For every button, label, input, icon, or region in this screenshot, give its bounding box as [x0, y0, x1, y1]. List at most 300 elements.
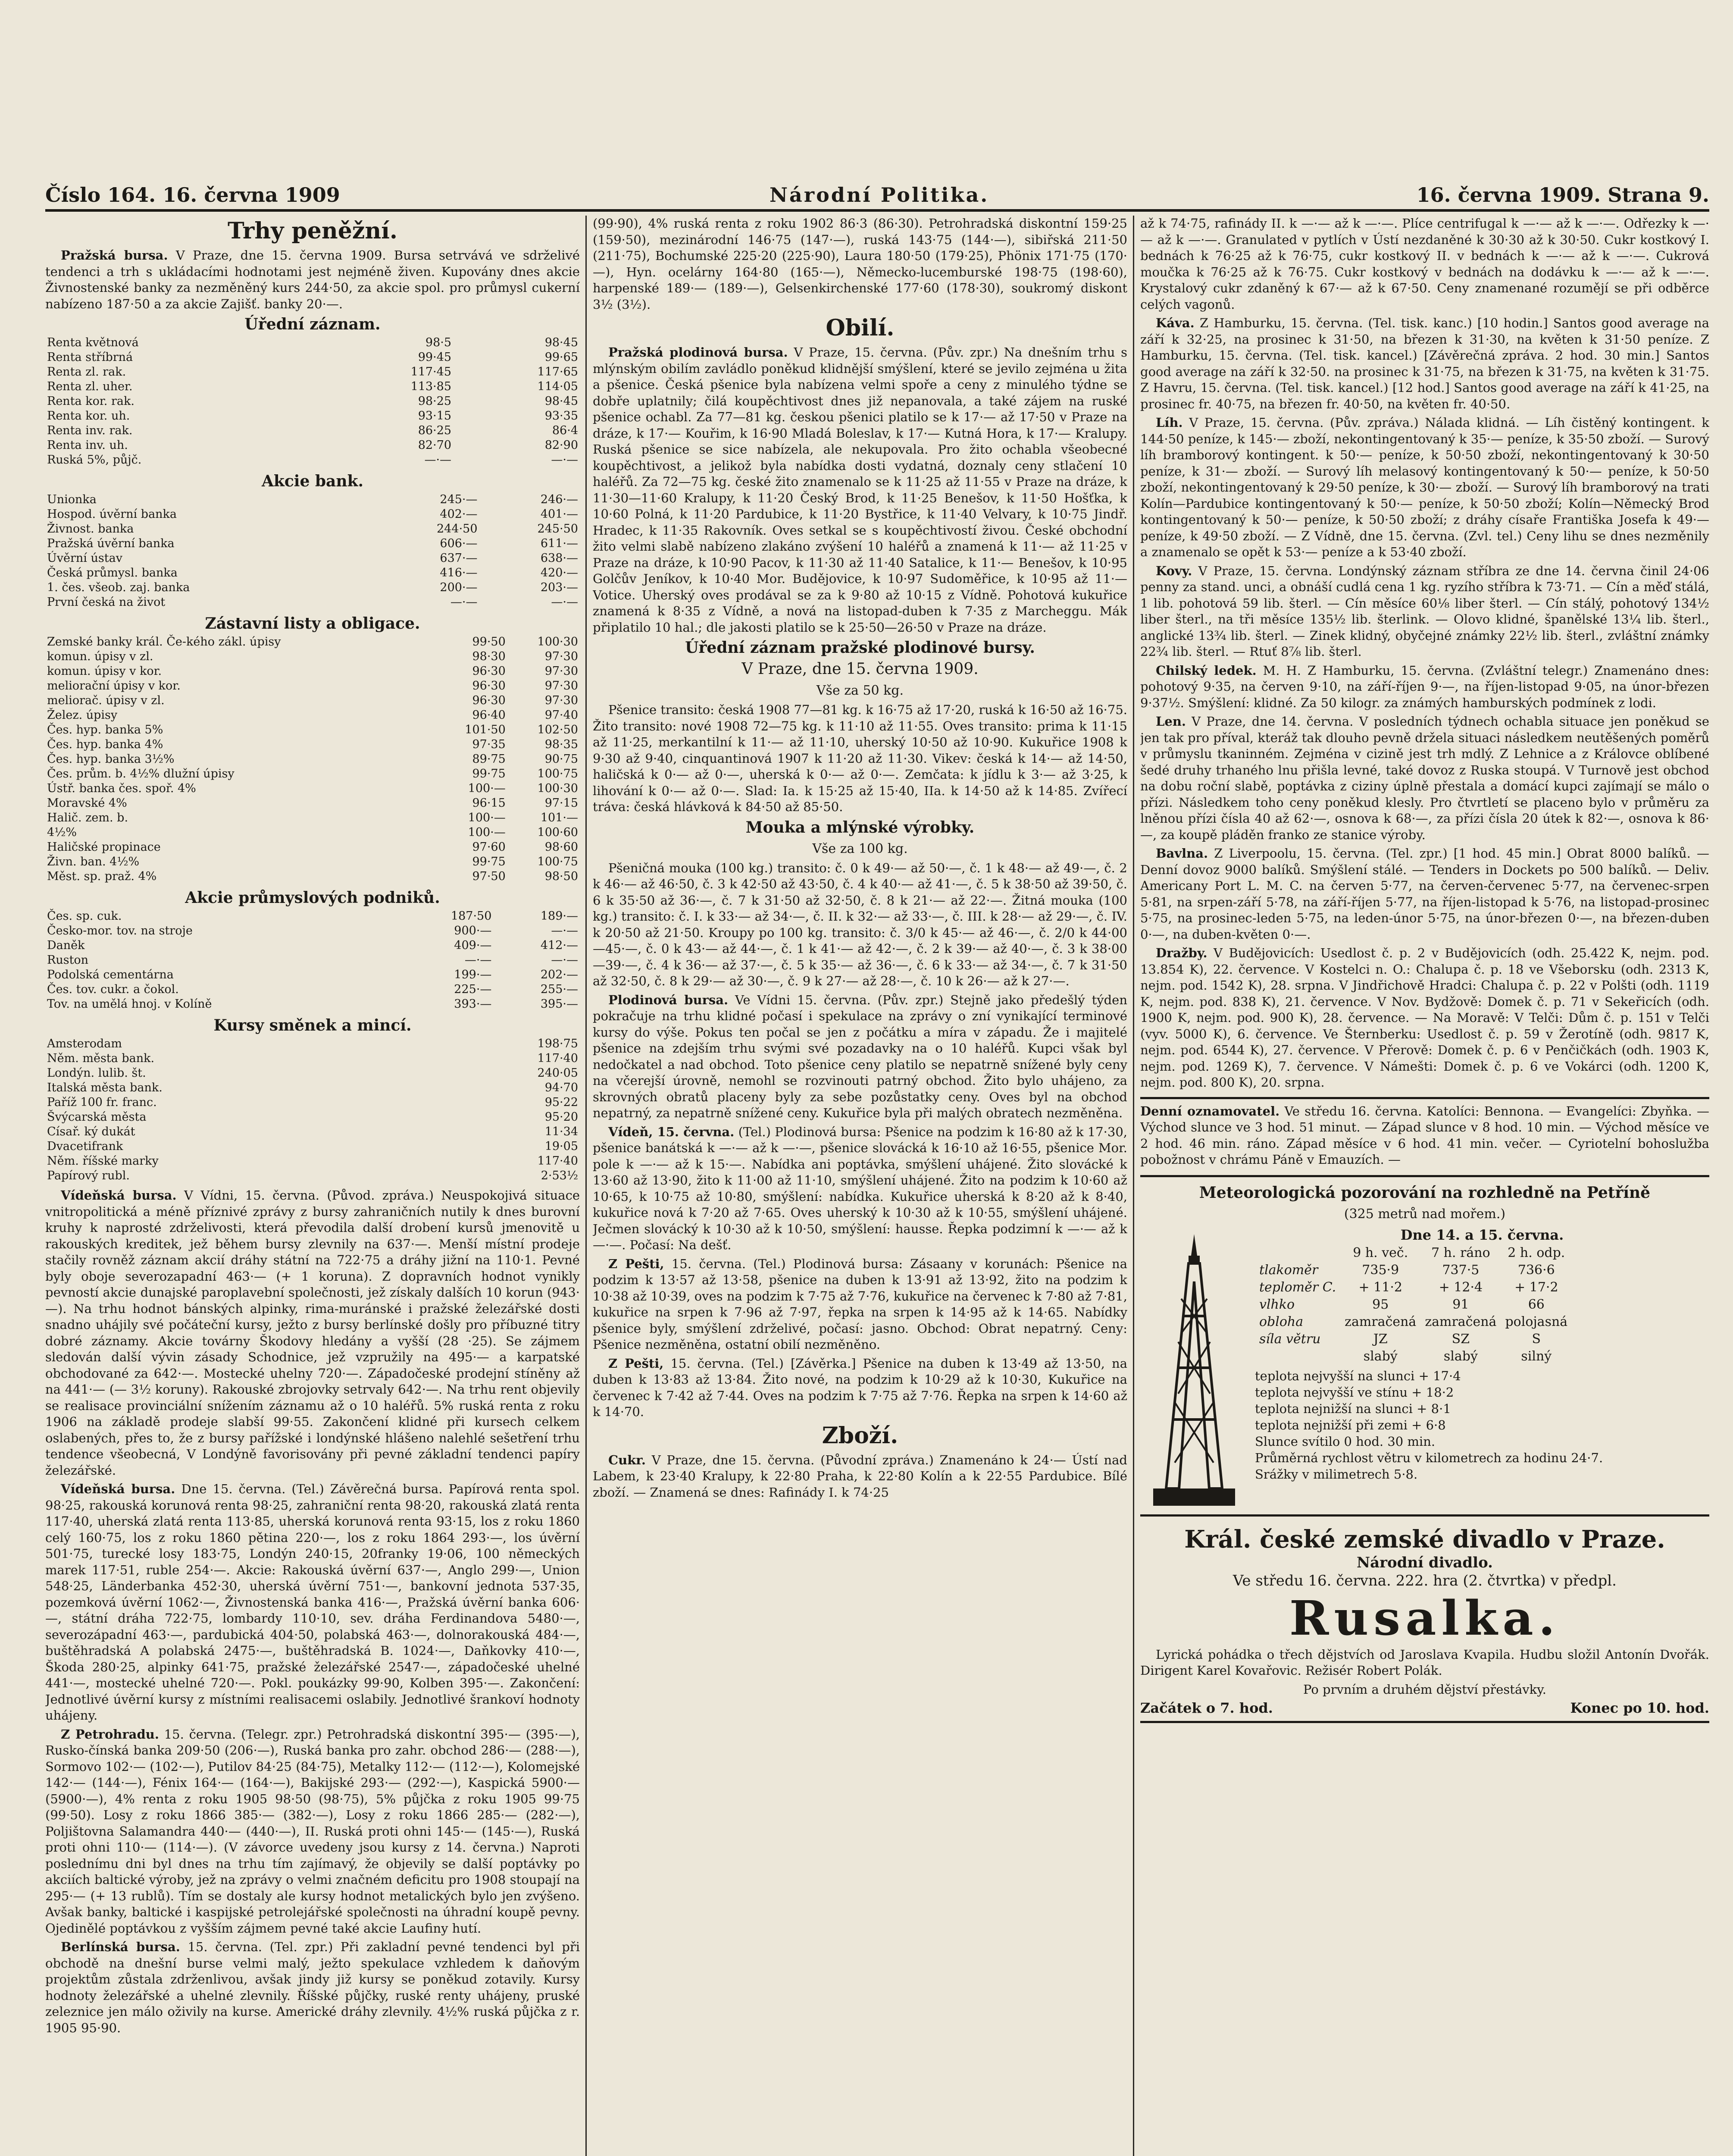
row-label: Čes. hyp. banka 3½%: [47, 752, 175, 766]
row-value: 97·60: [472, 840, 506, 854]
paragraph: Len. V Praze, dne 14. června. V posledních týdnech ochabla situace jen poněkud se jen tak pro příval, kteráž tak dlouho pevně držela situaci následkem neutěšených poměrů v průmyslu tkaninném. Zejména v cizině jest trh mdlý. Z Lehnice a z Královce oblíbené šedé druhy trhaného lnu přišla levné, také dovoz z Ruska stoupá. V Turnově jest obchod na dobu roční slabě, poptávka z ciziny úplně přestala a domácí kupci zajímají se málo o přízi. Následkem toho ceny poněkud klesly. Pro čtvrtletí se placeno bylo v průměru za lněnou přízi čísla 40 až 62·—, osnova k 68·—, za přízi čísla 20 útek k 82·—, osnova k 86·—, za koupě pláděn franko ze stanice výroby.: [1140, 714, 1709, 842]
row-value: 98·45: [544, 395, 578, 408]
row-label: Dvacetifrank: [47, 1140, 123, 1153]
bank-share-row: [45, 580, 580, 595]
meteo-date: Dne 14. a 15. června.: [1400, 1226, 1564, 1243]
paragraph: Pražská plodinová bursa. V Praze, 15. června. (Pův. zpr.) Na dnešním trhu s mlýnským obilím zavládlo poněkud klidnější smýšlení, které se jevilo zejména u žita a pšenice. Česká pšenice byla nabízena velmi spoře a ceny z minulého týdne se dobře uplatnily; čilá koupěchtivost dnes již nepanovala, a také zájem na ruské pšenice ochabl. Za 77—81 kg. českou pšenici platilo se k 17·— až 17·50 v Praze na dráze, k 17·— Kouřim, k 16·90 Mladá Boleslav, k 17·— Kutná Hora, k 17·— Kralupy. Ruská pšenice se sice nabízela, ale nekupovala. Pro žito ochabla všeobecné koupěchtivost, a jelikož byla nabídka dosti vydatná, doznaly ceny stlačení 10 haléřů. Za 72—75 kg. české žito znamenalo se k 11·25 až 11·55 v Praze na dráze, k 11·30—11·60 Kralupy, k 11·20 Český Brod, k 11·25 Benešov, k 11·50 Hošťka, k 10·60 Polná, k 11·20 Pardubice, k 11·20 Bystřice, k 11·40 Velvary, k 10·75 Jindř. Hradec, k 11·35 Rakovník. Oves setkal se s koupěchtivostí živou. České obchodní žito velmi slabě nabízeno zlakáno zvýšení 10 haléřů a znamená k 11·— až 11·25 v Praze na dráze, k 10·90 Pacov, k 11·30 až 11·40 Satalice, k 11·— Benešov, k 10·95 Golčův Jeníkov, k 10·40 Mor. Budějovice, k 10·97 Sudoměřice, k 10·95 až 11·— Votice. Uherský oves prodával se za k 9·80 až 10·15 z Vídně. Pohotová kukuřice znamená k 8·35 z Vídně, a nová na listopad-duben k 7·35 z Marcheggu. Mák připlatilo 10 hal.; dle jakosti platilo se k 25·50—26·50 v Praze na dráze.: [593, 345, 1127, 635]
issue-number: Číslo 164. 16. června 1909: [45, 183, 340, 207]
meteo-label: vlhko: [1259, 1297, 1295, 1312]
row-value: 102·50: [537, 723, 578, 736]
row-value: 98·5: [425, 336, 452, 349]
row-value: 240·05: [537, 1066, 578, 1080]
lien-row: [45, 693, 580, 708]
row-value: 89·75: [472, 752, 506, 766]
row-value: 96·15: [472, 796, 506, 810]
row-value: 100·—: [468, 782, 506, 795]
meteo-col-header: 2 h. odp.: [1508, 1245, 1565, 1260]
row-value: 97·30: [544, 679, 578, 693]
row-value: 200·—: [440, 581, 478, 594]
row-value: 2·53½: [541, 1169, 578, 1182]
paragraph: Pšeničná mouka (100 kg.) transito: č. 0 k 49·— až 50·—, č. 1 k 48·— až 49·—, č. 2 k 46·— až 46·50, č. 3 k 42·50 až 43·50, č. 4 k 40·— až 41·—, č. 5 k 38·50 až 39·50, č. 6 k 35·50 až 36·—, č. 7 k 31·50 až 32·50, č. 8 k 21·— až 22·—. Žitná mouka (100 kg.) transito: č. I. k 33·— až 34·—, č. II. k 32·— až 33·—, č. III. k 28·— až 29·—, č. IV. k 20·50 až 21·50. Kroupy po 100 kg. transito: č. 3/0 k 45·— až 46·—, č. 2/0 k 44·00—45·—, č. 0 k 43·— až 44·—, č. 1 k 41·— až 42·—, č. 2 k 39·— až 40·—, č. 3 k 38·00—39·—, č. 4 k 36·— až 37·—, č. 5 k 35·— až 36·—, č. 6 k 33·— až 34·—, č. 7 k 31·50 až 32·50, č. 8 k 29·— až 30·—, č. 9 k 27·— až 28·—, č. 10 k 26·— až k 27·—.: [593, 860, 1127, 988]
theatre-subtitle: Národní divadlo.: [1356, 1554, 1493, 1571]
row-value: 637·—: [440, 552, 478, 565]
paragraph: Líh. V Praze, 15. června. (Pův. zpráva.) Nálada klidná. — Líh čistěný kontingent. k 144·50 peníze, k 145·— zboží, nekontingentovaný k 35·— peníze, k 35·50 zboží. — Surový líh bramborový kontingent. k 50·— peníze, k 50·50 zboží, nekontingentovaný k 30·50 peníze, k 31·— zboží. — Surový líh melasový kontingentovaný k 50·— peníze, k 50·50 zboží, nekontingentovaný k 29·50 peníze, k 30·— zboží. — Surový líh bramborový na trati Kolín—Pardubice kontingentovaný k 50·— peníze, k 50·50 zboží; Kolín—Německý Brod kontingentovaný k 50·— peníze, k 50·50 zboží; z dráhy císaře Františka Josefa k 49·— peníze, k 49·50 zboží. — Z Vídně, dne 15. června. (Zvl. tel.) Ceny lihu se dnes nezměnily a znamenalo se opět k 53·— peníze a k 53·40 zboží.: [1140, 415, 1709, 559]
row-label: Čes. tov. cukr. a čokol.: [47, 983, 179, 996]
row-value: 416·—: [440, 566, 478, 580]
start-time: Začátek o 7. hod.: [1140, 1700, 1273, 1716]
row-value: 246·—: [540, 493, 578, 506]
meteo-label: obloha: [1259, 1314, 1304, 1329]
row-value: 187·50: [450, 909, 492, 923]
meteo-value: 91: [1452, 1297, 1469, 1312]
meteo-value: zamračená: [1425, 1314, 1497, 1329]
theatre-times: [1140, 1700, 1709, 1717]
opera-title: Rusalka.: [1289, 1590, 1561, 1646]
row-value: —·—: [551, 595, 578, 609]
row-label: Ústř. banka čes. spoř. 4%: [47, 782, 196, 795]
section-heading: Obilí.: [826, 315, 895, 341]
row-value: 198·75: [537, 1037, 578, 1050]
row-value: 100·75: [537, 855, 578, 868]
meteo-value: + 12·4: [1439, 1279, 1483, 1295]
meteo-value: 737·5: [1442, 1262, 1480, 1278]
row-label: meliorač. úpisy v zl.: [47, 694, 165, 707]
row-label: Paříž 100 fr. franc.: [47, 1096, 157, 1109]
row-value: 100·—: [468, 811, 506, 824]
row-label: Renta zl. uher.: [47, 380, 133, 393]
row-label: Čes. prům. b. 4½% dlužní úpisy: [47, 767, 235, 780]
row-label: Halič. zem. b.: [47, 811, 128, 824]
row-value: 100·60: [537, 826, 578, 839]
paragraph: Berlínská bursa. 15. června. (Tel. zpr.) Při zakladní pevné tendenci byl při obchodě na dnešní burse velmi malý, ježto spekulace vzhledem k daňovým projektům zůstala zdrženlivou, avšak jindy již kursy se poněkud zotavily. Kursy hodnoty železářské a uhelné zlevnily. Říšské půjčky, ruské renty uhájeny, pruské zeleznice jen málo oživily na kurse. Americké dráhy zlevnily. 4½% ruská půjčka z r. 1905 95·90.: [45, 1940, 580, 2035]
row-label: Italská města bank.: [47, 1081, 163, 1094]
row-label: Čes. sp. cuk.: [47, 909, 122, 923]
industrial-row: [45, 997, 580, 1012]
paragraph: Pšenice transito: česká 1908 77—81 kg. k 16·75 až 17·20, ruská k 16·50 až 16·75. Žito transito: nové 1908 72—75 kg. k 11·10 až 11·55. Oves transito: prima k 11·15 až 11·25, merkantilní k 11·— až 11·10, uherský 10·50 až 10·90. Kukuřice 1908 k 9·30 až 9·40, cinquantinová 1907 k 11·20 až 11·30. Vikev: česká k 14·— až 14·50, haličská k 0·— až 0·—, uherská k 0·— až 0·—. Zemčata: k jídlu k 3·— až 3·25, k lihování k 0·— až 0·—. Slad: Ia. k 15·25 až 15·40, IIa. k 14·50 až k 14·85. Zvířecí tráva: česká hlávková k 84·50 až 85·50.: [593, 702, 1127, 814]
row-label: Daněk: [47, 939, 85, 952]
row-label: Renta květnová: [47, 336, 139, 349]
row-label: Ruská 5%, půjč.: [47, 453, 142, 467]
row-label: Zemské banky král. Če-kého zákl. úpisy: [47, 635, 281, 649]
industrial-row: [45, 982, 580, 997]
section-heading: Zboží.: [822, 1422, 898, 1449]
theatre-title: Král. české zemské divadlo v Praze.: [1184, 1525, 1665, 1554]
row-value: 225·—: [454, 983, 492, 996]
bond-quote-row: [45, 453, 580, 467]
bond-quote-row: [45, 423, 580, 438]
row-label: Podolská cementárna: [47, 968, 174, 981]
bank-share-row: [45, 522, 580, 536]
end-time: Konec po 10. hod.: [1570, 1700, 1709, 1716]
row-label: Haličské propinace: [47, 840, 161, 854]
paragraph: Káva. Z Hamburku, 15. června. (Tel. tisk. kanc.) [10 hodin.] Santos good average na září k 32·25, na prosinec k 31·50, na březen k 31·30, na květen k 31·50 peníze. Z Hamburku, 15. června. (Tel. tisk. kancel.) [Závěrečná zpráva. 2 hod. 30 min.] Santos good average na září k 32·50. na prosinec k 31·75, na březen k 31·75, na květen k 31·75. Z Havru, 15. června. (Tel. tisk. kancel.) [12 hod.] Santos good average na září k 41·25, na prosinec fr. 40·75, na březen fr. 40·50, na květen fr. 40·50.: [1140, 316, 1709, 411]
paragraph: až k 74·75, rafinády II. k —·— až k —·—. Plíce centrifugal k —·— až k —·—. Odřezky k —·— až k —·—. Granulated v pytlích v Ústí nezdaněné k 30·30 až k 30·50. Cukr kostkový I. bednách k 76·25 až k 76·75, cukr kostkový II. v bednách k —·— až k —·—. Cukrová moučka k 76·25 až k 76·75. Cukr kostkový v bednách na dodávku k —·— až k —·—. Krystalový cukr zdaněný k 67·— až k 67·50. Ceny znamenané rozumějí se při odběrce celých vagonů.: [1140, 216, 1709, 312]
meteo-value: S: [1532, 1331, 1541, 1347]
row-label: Čes. hyp. banka 5%: [47, 723, 163, 736]
paragraph: Vídeň, 15. června. (Tel.) Plodinová bursa: Pšenice na podzim k 16·80 až k 17·30, pšenice banátská k —·— až k —·—, pšenice slovácká k 16·10 až 16·55, pšenice Mor. pole k —·— až k 15·—. Nabídka ani poptávka, smýšlení uhájené. Žito slovácké k 13·60 až 13·90, žito k 11·00 až 11·10, smýšlení uhájené. Žito na podzim k 10·60 až 10·65, k 10·75 až 10·80, smýšlení: nabídka. Kukuřice uherská k 8·20 až k 8·40, kukuřice nová k 7·20 až 7·65. Oves uherský k 10·30 až k 10·55, smýšlení uhájené. Ječmen slovácký k 10·30 až k 10·50, smýšlení: hausse. Řepka podzimní k —·— až k —·—. Počasí: Na dešť.: [593, 1124, 1127, 1252]
meteo-note: teplota nejnižší při zemi + 6·8: [1255, 1417, 1446, 1432]
lien-row: [45, 811, 580, 825]
exchange-row: [45, 1154, 580, 1169]
row-label: Londýn. lulib. št.: [47, 1066, 146, 1080]
row-value: 98·35: [544, 738, 578, 751]
meteo-value: JZ: [1373, 1331, 1388, 1347]
meteo-label: tlakoměr: [1259, 1262, 1318, 1278]
row-label: Čes. hyp. banka 4%: [47, 738, 163, 751]
column-divider: [1133, 216, 1134, 2156]
bank-share-row: [45, 507, 580, 522]
row-value: 638·—: [540, 552, 578, 565]
paragraph: (99·90), 4% ruská renta z roku 1902 86·3 (86·30). Petrohradská diskontní 159·25 (159·50), mezinárodní 146·75 (147·—), ruská 143·75 (144·—), sibiřská 211·50 (211·75), Bochumské 225·20 (225·90), Laura 180·50 (179·25), Phönix 171·75 (170·—), Hyn. ocelárny 164·80 (165·—), Německo-lucemburské 198·75 (198·60), harpenské 189·— (189·—), Gelsenkirchenské 177·60 (178·30), soukromý diskont 3½ (3½).: [593, 216, 1127, 312]
theatre-date: Ve středu 16. června. 222. hra (2. čtvrtka) v předpl.: [1233, 1572, 1617, 1589]
row-value: 93·15: [418, 409, 452, 423]
meteo-label: síla větru: [1259, 1331, 1321, 1347]
bond-quote-row: [45, 350, 580, 365]
row-value: 97·35: [472, 738, 506, 751]
row-value: 202·—: [540, 968, 578, 981]
paragraph: Denní oznamovatel. Ve středu 16. června. Katolíci: Bennona. — Evangelíci: Zbyňka. — Východ slunce ve 3 hod. 51 minut. — Západ slunce v 8 hod. 10 min. — Východ měsíce ve 2 hod. 46 min. ráno. Západ měsíce v 6 hod. 41 min. večer. — Cyriotelní bohoslužba pobožnost v chrámu Páně v Emauzích. —: [1140, 1103, 1709, 1167]
row-label: Česko-mor. tov. na stroje: [47, 924, 193, 937]
row-value: 114·05: [537, 380, 578, 393]
row-value: 86·4: [552, 424, 578, 437]
row-label: meliorační úpisy v kor.: [47, 679, 181, 693]
meteo-value: slabý: [1363, 1348, 1398, 1364]
subsection-unit: Vše za 100 kg.: [812, 841, 908, 856]
meteo-value: + 11·2: [1358, 1279, 1402, 1295]
row-label: Pražská úvěrní banka: [47, 537, 175, 550]
meteo-row: [1255, 1296, 1572, 1313]
row-value: 82·70: [418, 439, 452, 452]
row-value: 100·—: [468, 826, 506, 839]
row-value: —·—: [551, 953, 578, 967]
row-value: 94·70: [544, 1081, 578, 1094]
lien-row: [45, 869, 580, 884]
meteo-col-header: 7 h. ráno: [1431, 1245, 1490, 1260]
meteo-value: 736·6: [1517, 1262, 1555, 1278]
row-value: 402·—: [440, 508, 478, 521]
row-value: 245·—: [440, 493, 478, 506]
row-value: 100·30: [537, 635, 578, 649]
industrial-row: [45, 953, 580, 968]
bond-quote-row: [45, 438, 580, 453]
paragraph: Pražská bursa. V Praze, dne 15. června 1909. Bursa setrvává ve sdrželivé tendenci a trh s ukládacími hodnotami jest nejméně živen. Kupovány dnes akcie Živnostenské banky za nezměněný kurs 244·50, za akcie spol. pro průmysl cukerní nabízeno 187·50 a za akcie Zajišť. banky 20·—.: [45, 248, 580, 311]
paragraph: Plodinová bursa. Ve Vídni 15. června. (Pův. zpr.) Stejně jako předešlý týden pokračuje na trhu klidné počasí i spekulace na zprávy o zní vynikající terminové kursy do výše. Pokus ten počal se jen z počátku a míra v západu. Že i majitelé pšenice na zdejším trhu svými své pozadavky na o 10 haléřů. Kupci však byl nedočkatel a nad obchod. Toto pšenice ceny platilo se nepatrně snížené byly ceny na včerejší úrovně, nemohl se rozvinouti patrný obchod. Žito bylo uhájeno, za skrovných obratů placeny byly za sebe pozůstatky ceny. Oves byl na obchod nepatrný, za nepatrně snížené ceny. Kukuřice byla při malých obratech nezměněna.: [593, 992, 1127, 1120]
row-value: 401·—: [540, 508, 578, 521]
lien-row: [45, 796, 580, 811]
row-value: 99·50: [472, 635, 506, 649]
meteo-value: polojasná: [1505, 1314, 1568, 1329]
row-value: 97·30: [544, 650, 578, 663]
meteo-note: teplota nejnižší na slunci + 8·1: [1255, 1401, 1451, 1416]
paragraph: Z Pešti, 15. června. (Tel.) Plodinová bursa: Zásaany v korunách: Pšenice na podzim k 13·57 až 13·58, pšenice na duben k 13·91 až 13·92, žito na podzim k 10·38 až 10·39, oves na podzim k 7·75 až 7·76, kukuřice na červenec k 7·80 až 7·81, kukuřice na srpen k 7·96 až 7·97, řepka na srpen k 14·95 až k 14·65. Nabídky pšenice byly, smýšlení zdrželivé, počasí: jasno. Obchod: Obrat nepatrný. Ceny: Pšenice nezměněna, ostatní obilí nezměněno.: [593, 1256, 1127, 1352]
row-label: První česká na život: [47, 595, 166, 609]
row-value: 117·40: [537, 1154, 578, 1168]
meteo-table: [1255, 1244, 1572, 1365]
lien-row: [45, 737, 580, 752]
row-value: 189·—: [540, 909, 578, 923]
row-label: Úvěrní ústav: [47, 552, 122, 565]
meteo-value: slabý: [1443, 1348, 1478, 1364]
row-value: 96·30: [472, 694, 506, 707]
exchange-row: [45, 1110, 580, 1125]
subsection-heading: Úřední záznam pražské plodinové bursy.: [685, 639, 1035, 657]
meteo-value: silný: [1521, 1348, 1552, 1364]
exchange-row: [45, 1037, 580, 1051]
meteo-value: zamračená: [1345, 1314, 1417, 1329]
paragraph: Vídeňská bursa. V Vídni, 15. června. (Původ. zpráva.) Neuspokojivá situace vnitropolitická a méně příznivé zprávy z bursy zahraničních nutily k dnes burovní kruhy k naprosté zdrželivosti, která převodila další drobení kursů jmenovitě u rakouských kreditek, jež během bursy zlevnily na 637·—. Menší místní prodeje stačily rovněž záznam akcií dráhy státní na 722·75 a dráhy jižní na 110·1. Pevné byly oboje severozapadní 463·— (+ 1 koruna). Z dopravních hodnot vynikly pevností akcie dunajské paroplavební společnosti, jež získaly dalších 10 korun (943·—). Na trhu hodnot bánských alpinky, rima-muránské i pražské železářské dosti snadno uhájily své počáteční kursy, ježto z bursy berlínské došly pro příbuzné titry dobré záznamy. Akcie továrny Škodovy hledány a vyšší (28 ·25). Se zájmem sledován další vývin zásady Schodnice, jež vzpružily na 495·— a karpatské obchodované za 642·—. Mostecké uhelny 720·—. Západočeské prodejní stíněny až na 441·— (— 3½ koruny). Rakouské zbrojovky setrvaly 642·—. Na trhu rent objevily se realisace provinciální snížením záznamu až o 10 haléřů. 5% ruská renta z roku 1906 na základě prodeje slabší 99·55. Zakončení klidné při kursech celkem oslabených, přes to, že z bursy pařížské i londýnské hlášeno nalehlé sešetření trhu tendence všeobecná, V Londýně favorisovány při pevné základní tendenci papíry železářské.: [45, 1188, 580, 1478]
bond-quotes-table: [45, 335, 580, 467]
meteo-altitude: (325 metrů nad mořem.): [1344, 1206, 1506, 1222]
row-value: 117·40: [537, 1052, 578, 1065]
industrial-row: [45, 968, 580, 982]
subsection-heading: Zástavní listy a obligace.: [205, 614, 420, 633]
row-label: Renta kor. uh.: [47, 409, 130, 423]
row-value: 395·—: [540, 997, 578, 1011]
meteo-note: Průměrná rychlost větru v kilometrech za hodinu 24·7.: [1255, 1450, 1603, 1465]
lien-row: [45, 840, 580, 855]
lien-row: [45, 649, 580, 664]
row-label: Renta inv. uh.: [47, 439, 128, 452]
row-label: Živn. ban. 4½%: [47, 855, 140, 868]
row-label: Unionka: [47, 493, 97, 506]
exchange-table: [45, 1037, 580, 1183]
row-value: 611·—: [540, 537, 578, 550]
row-label: Švýcarská města: [47, 1110, 147, 1124]
meteo-row: [1255, 1279, 1572, 1296]
row-value: 101·—: [540, 811, 578, 824]
row-value: 97·40: [544, 708, 578, 722]
row-value: 117·45: [410, 365, 452, 379]
row-label: Živnost. banka: [47, 522, 134, 536]
bank-shares-table: [45, 492, 580, 610]
meteo-note: Slunce svítilo 0 hod. 30 min.: [1255, 1434, 1436, 1449]
row-value: 98·60: [544, 840, 578, 854]
industrial-row: [45, 938, 580, 953]
subsection-heading: Úřední záznam.: [244, 315, 381, 333]
bond-quote-row: [45, 394, 580, 409]
row-value: 117·65: [537, 365, 578, 379]
meteo-note: Srážky v milimetrech 5·8.: [1255, 1467, 1418, 1482]
row-value: 96·40: [472, 708, 506, 722]
row-label: Renta kor. rak.: [47, 395, 135, 408]
meteo-heading: Meteorologická pozorování na rozhledně na Petříně: [1199, 1183, 1651, 1202]
subsection-heading: Akcie průmyslových podniků.: [185, 889, 440, 907]
meteo-value: + 17·2: [1514, 1279, 1558, 1295]
subsection-heading: Kursy směnek a mincí.: [213, 1016, 412, 1034]
industrial-shares-table: [45, 909, 580, 1012]
paragraph: Z Petrohradu. 15. června. (Telegr. zpr.) Petrohradská diskontní 395·— (395·—), Rusko-čínská banka 209·50 (206·—), Ruská banka pro zahr. obchod 286·— (288·—), Sormovo 102·— (102·—), Putilov 84·25 (84·75), Metalky 112·— (112·—), Kolomejské 142·— (144·—), Fénix 164·— (164·—), Bakijské 293·— (292·—), Kaspická 5900·— (5900·—), 4% renta z roku 1905 98·50 (98·75), 5% půjčka z roku 1905 99·75 (99·50). Losy z roku 1866 385·— (382·—), Losy z roku 1866 285·— (282·—), Poljištovna Salamandra 440·— (440·—), II. Ruská proti ohni 145·— (145·—), Ruská proti ohni 110·— (114·—). (V závorce uvedeny jsou kursy z 14. června.) Naproti poslednímu dni byl dnes na trhu tím zajímavý, že objevily se další poptávky po akciích baltické výroby, jež na zprávy o velmi značném deficitu pro 1908 stoupají na 295·— (+ 13 rublů). Tím se dostaly ale kursy hodnot metalických bylo jen zvýšeno. Avšak banky, baltické i kaspijské petrolejářské společnosti na úhradní koupě pevny. Ojedinělé poptávkou z vyšším zájmem pevné také akcie Laufiny hutí.: [45, 1727, 580, 1936]
row-value: 95·20: [544, 1110, 578, 1124]
row-value: 97·30: [544, 664, 578, 678]
paragraph: Bavlna. Z Liverpoolu, 15. června. (Tel. zpr.) [1 hod. 45 min.] Obrat 8000 balíků. — Denní dovoz 9000 balíků. Smýšlení stálé. — Tenders in Dockets po 500 balíků. — Deliv. Americany Port L. M. C. na červen 5·77, na červen-červenec 5·77, na červenec-srpen 5·81, na srpen-září 5·78, na září-říjen 5·77, na říjen-listopad k 5·76, na listopad-prosinec 5·75, na prosinec-leden 5·75, na leden-únor 5·75, na únor-březen 0·—, na březen-duben 0·—, na duben-květen 0·—.: [1140, 846, 1709, 942]
row-value: 98·25: [418, 395, 452, 408]
daily-notices-box: [1140, 1097, 1709, 1177]
meteo-row: [1255, 1262, 1572, 1279]
meteo-row: [1255, 1313, 1572, 1331]
bank-share-row: [45, 536, 580, 551]
exchange-row: [45, 1169, 580, 1183]
bank-share-row: [45, 551, 580, 566]
row-value: 203·—: [540, 581, 578, 594]
row-value: 98·50: [544, 870, 578, 883]
lien-row: [45, 679, 580, 693]
theatre-intermissions: Po prvním a druhém dějství přestávky.: [1303, 1682, 1546, 1697]
bank-share-row: [45, 492, 580, 507]
row-value: 90·75: [544, 752, 578, 766]
row-label: Renta stříbrná: [47, 351, 133, 364]
meteo-col-header: 9 h. več.: [1353, 1245, 1408, 1260]
theatre-description: Lyrická pohádka o třech dějstvích od Jaroslava Kvapila. Hudbu složil Antonín Dvořák. Dirigent Karel Kovařovic. Režisér Robert Polák.: [1140, 1647, 1709, 1678]
row-value: 99·75: [472, 767, 506, 780]
row-label: Moravské 4%: [47, 796, 127, 810]
exchange-row: [45, 1125, 580, 1139]
row-label: Amsterodam: [47, 1037, 122, 1050]
bank-share-row: [45, 566, 580, 580]
lien-row: [45, 708, 580, 723]
row-label: komun. úpisy v kor.: [47, 664, 162, 678]
masthead: [45, 183, 1709, 212]
liens-table: [45, 635, 580, 884]
row-value: 409·—: [454, 939, 492, 952]
row-value: 97·30: [544, 694, 578, 707]
row-value: 93·35: [544, 409, 578, 423]
row-value: 96·30: [472, 679, 506, 693]
row-value: 98·30: [472, 650, 506, 663]
row-value: 98·45: [544, 336, 578, 349]
row-value: 86·25: [418, 424, 452, 437]
bond-quote-row: [45, 335, 580, 350]
petrin-tower-illustration: [1140, 1230, 1248, 1510]
exchange-row: [45, 1066, 580, 1081]
column-grain: [593, 216, 1127, 2156]
paragraph: Cukr. V Praze, dne 15. června. (Původní zpráva.) Znamenáno k 24·— Ústí nad Labem, k 23·40 Kralupy, k 22·80 Praha, k 22·80 Kolín a k 22·55 Pardubice. Bílé zboží. — Znamená se dnes: Rafinády I. k 74·25: [593, 1452, 1127, 1500]
column-money-markets: [45, 216, 580, 2156]
paragraph: Vídeňská bursa. Dne 15. června. (Tel.) Závěrečná bursa. Papírová renta spol. 98·25, rakouská korunová renta 98·25, zahraniční renta 98·20, rakouská zlatá renta 117·40, uherská zlatá renta 113·85, uherská korunová renta 93·15, los z roku 1860 celý 160·75, los z roku 1860 pětina 220·—, los z roku 1864 293·—, los úvěrní 501·75, turecké losy 183·75, Londýn 240·15, 20franky 19·06, 100 německých marek 117·51, ruble 254·—. Akcie: Rakouská úvěrní 637·—, Anglo 299·—, Union 548·25, Länderbanka 452·30, uherská úvěrní 751·—, bankovní jednota 537·35, pozemková úvěrní 1062·—, Živnostenská banka 416·—, Pražská úvěrní banka 606·—, státní dráha 722·75, lombardy 110·10, sev. dráha Ferdinandova 5480·—, severozápadní 463·—, pardubická 404·50, polabská 463·—, dolnorakouská 484·—, buštěhradská A polabská 2475·—, buštěhradská B. 1024·—, Daňkovky 410·—, Škoda 280·25, alpinky 641·75, pražské železářské 2547·—, západočeské uhelné 441·—, mostecké uhelné 720·—. Pokl. poukázky 99·90, Kolben 395·—. Zakončení: Jednotlivé úvěrní kursy z místními realisacemi oslabily. Jednotlivé šrankoví hodnoty uhájeny.: [45, 1482, 580, 1723]
row-value: 97·50: [472, 870, 506, 883]
meteo-note: teplota nejvyšší na slunci + 17·4: [1255, 1368, 1461, 1383]
row-label: Renta inv. rak.: [47, 424, 133, 437]
row-label: 1. čes. všeob. zaj. banka: [47, 581, 190, 594]
row-value: 99·45: [418, 351, 452, 364]
row-value: —·—: [551, 924, 578, 937]
row-label: Hospod. úvěrní banka: [47, 508, 177, 521]
row-value: —·—: [464, 953, 492, 967]
paragraph: Kovy. V Praze, 15. června. Londýnský záznam stříbra ze dne 14. června činil 24·06 penny za stand. unci, a obnáší cudlá cena 1 kg. ryzího stříbra k 73·71. — Cín a měď stálá, 1 lib. pohotová 59 lib. šterl. — Cín měsíce 60⅛ liber šterl. — Cín stálý, pohotový 134½ liber šterl., na tři měsíce 135½ lib. šterlink. — Olovo klidné, španělské 13¼ lib. šterl., anglické 13¾ lib. šterl. — Zinek klidný, obyčejné známky 22½ lib. šterl., zvláštní známky 22¾ lib. šterl. — Rtuť 8⅞ lib. šterl.: [1140, 563, 1709, 659]
lien-row: [45, 767, 580, 781]
exchange-row: [45, 1081, 580, 1095]
lien-row: [45, 723, 580, 737]
exchange-row: [45, 1139, 580, 1154]
row-value: 100·75: [537, 767, 578, 780]
paragraph: Z Pešti, 15. června. (Tel.) [Závěrka.] Pšenice na duben k 13·49 až 13·50, na duben k 13·83 až 13·84. Žito nové, na podzim k 10·29 až k 10·30, Kukuřice na červenec k 7·42 až 7·44. Oves na podzim k 7·75 až 7·76. Řepka na srpen k 14·60 až k 14·70.: [593, 1356, 1127, 1419]
row-label: Česká průmysl. banka: [47, 566, 178, 580]
row-label: 4½%: [47, 826, 77, 839]
meteo-label: [1255, 1348, 1340, 1365]
subsection-unit: Vše za 50 kg.: [816, 683, 904, 698]
row-value: —·—: [424, 453, 452, 467]
row-value: 245·50: [537, 522, 578, 536]
lien-row: [45, 781, 580, 796]
lien-row: [45, 855, 580, 869]
row-value: 101·50: [465, 723, 506, 736]
row-label: Něm. města bank.: [47, 1052, 155, 1065]
row-label: Ruston: [47, 953, 89, 967]
meteo-value: SZ: [1451, 1331, 1470, 1347]
row-value: —·—: [551, 453, 578, 467]
subsection-heading: Akcie bank.: [261, 472, 364, 490]
exchange-row: [45, 1051, 580, 1066]
bond-quote-row: [45, 409, 580, 423]
meteo-value: 66: [1528, 1297, 1545, 1312]
row-value: 100·30: [537, 782, 578, 795]
row-value: 412·—: [540, 939, 578, 952]
meteo-value: 95: [1372, 1297, 1389, 1312]
row-value: 97·15: [544, 796, 578, 810]
row-value: 255·—: [540, 983, 578, 996]
row-value: 199·—: [454, 968, 492, 981]
bond-quote-row: [45, 379, 580, 394]
row-value: 606·—: [440, 537, 478, 550]
meteo-note: teplota nejvyšší ve stínu + 18·2: [1255, 1385, 1454, 1400]
meteo-row: [1255, 1348, 1572, 1365]
theatre-announcement: [1140, 1514, 1709, 1723]
exchange-row: [45, 1095, 580, 1110]
row-value: 420·—: [540, 566, 578, 580]
row-label: Želez. úpisy: [47, 708, 118, 722]
lien-row: [45, 664, 580, 679]
bond-quote-row: [45, 365, 580, 379]
meteo-row: [1255, 1331, 1572, 1348]
row-value: 96·30: [472, 664, 506, 678]
row-label: Papírový rubl.: [47, 1169, 130, 1182]
column-commodities: [1140, 216, 1709, 2156]
row-value: —·—: [450, 595, 478, 609]
industrial-row: [45, 924, 580, 938]
meteo-value: 735·9: [1362, 1262, 1399, 1278]
column-divider: [585, 216, 587, 2156]
row-value: 900·—: [454, 924, 492, 937]
lien-row: [45, 752, 580, 767]
row-value: 113·85: [410, 380, 452, 393]
row-value: 11·34: [544, 1125, 578, 1138]
row-label: komun. úpisy v zl.: [47, 650, 153, 663]
row-label: Renta zl. rak.: [47, 365, 126, 379]
row-label: Tov. na umělá hnoj. v Kolíně: [47, 997, 212, 1011]
row-value: 95·22: [544, 1096, 578, 1109]
subsection-heading: Mouka a mlýnské výrobky.: [745, 818, 975, 837]
paragraph: Dražby. V Budějovicích: Usedlost č. p. 2 v Budějovicích (odh. 25.422 K, nejm. pod. 13.854 K), 22. července. V Kostelci n. O.: Chalupa č. p. 18 ve Všeborsku (odh. 2313 K, nejm. pod. 1542 K), 28. srpna. V Jindřichově Hradci: Chalupa č. p. 22 v Polšti (odh. 1119 K, nejm. pod. 838 K), 21. července. V Nov. Bydžově: Domek č. p. 71 v Sekeřicích (odh. 1900 K, nejm. pod. 900 K), 28. července. — Na Moravě: V Telči: Dům č. p. 151 v Telči (vyv. 5000 K), 6. července. Ve Šternberku: Usedlost č. p. 59 v Žerotíně (odh. 9817 K, nejm. pod. 6544 K), 27. července. V Přerově: Domek č. p. 6 v Penčičkách (odh. 1903 K, nejm. pod. 1269 K), 7. července. V Námešti: Domek č. p. 6 ve Vokárci (odh. 1200 K, nejm. pod. 800 K), 20. srpna.: [1140, 946, 1709, 1090]
paragraph: Chilský ledek. M. H. Z Hamburku, 15. června. (Zvláštní telegr.) Znamenáno dnes: pohotový 9·35, na červen 9·10, na září-říjen 9·—, na říjen-listopad 9·05, na únor-březen 9·37½. Smýšlení: klidné. Za 50 kilogr. za známých hamburských podmínek z lodi.: [1140, 663, 1709, 710]
row-label: Císař. ký dukát: [47, 1125, 135, 1138]
row-value: 19·05: [544, 1140, 578, 1153]
row-label: Měst. sp. praž. 4%: [47, 870, 157, 883]
meteo-label: teploměr C.: [1259, 1279, 1336, 1295]
page-date: 16. června 1909. Strana 9.: [1416, 183, 1709, 207]
row-value: 99·65: [544, 351, 578, 364]
lien-row: [45, 635, 580, 649]
newspaper-title: Národní Politika.: [770, 183, 989, 207]
subsection-date: V Praze, dne 15. června 1909.: [741, 660, 979, 678]
row-label: Něm. říšské marky: [47, 1154, 159, 1168]
row-value: 82·90: [544, 439, 578, 452]
bank-share-row: [45, 595, 580, 610]
section-heading: Trhy peněžní.: [228, 218, 397, 244]
lien-row: [45, 825, 580, 840]
industrial-row: [45, 909, 580, 924]
row-value: 393·—: [454, 997, 492, 1011]
row-value: 99·75: [472, 855, 506, 868]
row-value: 244·50: [437, 522, 478, 536]
